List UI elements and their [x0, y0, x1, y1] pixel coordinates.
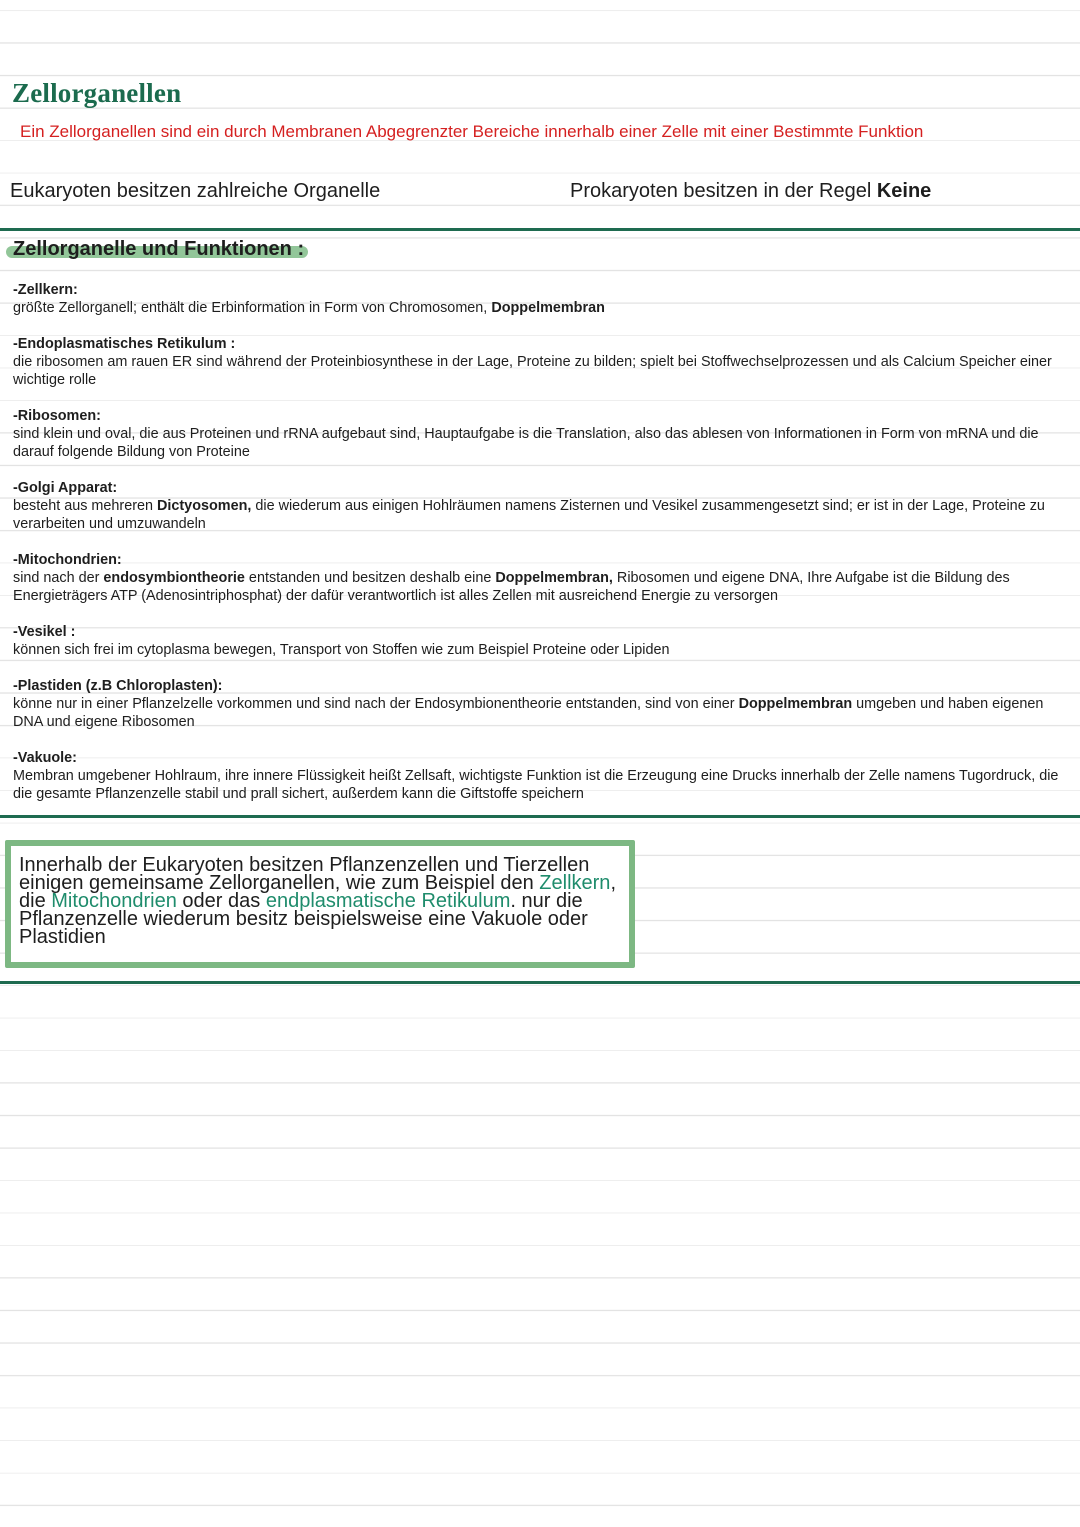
page-title: Zellorganellen	[12, 78, 182, 108]
divider-rule-bottom	[0, 981, 1080, 984]
desc-text: besteht aus mehreren	[13, 498, 157, 514]
divider-rule-middle	[0, 815, 1080, 818]
section-heading: Zellorganelle und Funktionen :	[13, 238, 305, 260]
summary-highlight-mitochondrien: Mitochondrien	[51, 890, 177, 912]
organelle-entry-vesikel	[13, 623, 1068, 659]
desc-bold: Doppelmembran,	[495, 570, 613, 586]
eukaryoten-statement: Eukaryoten besitzen zahlreiche Organelle	[10, 180, 381, 202]
organelle-title: -Plastiden (z.B Chloroplasten):	[13, 678, 223, 694]
organelle-entry-plastiden	[13, 677, 1068, 731]
summary-part: , die	[19, 872, 616, 912]
desc-bold: Dictyosomen,	[157, 498, 252, 514]
organelle-entry-mitochondrien	[13, 551, 1068, 605]
desc-text: umgeben und haben eigenen DNA und eigene Ribosomen	[13, 696, 1044, 730]
summary-highlight-er: endplasmatische Retikulum	[265, 890, 511, 912]
desc-text: die wiederum aus einigen Hohlräumen namens Zisternen und Vesikel zusammengesetzt sind; er ist in der Lage, Proteine zu verarbeiten und umzuwandeln	[13, 498, 1045, 532]
summary-part: . nur die Pflanzenzelle wiederum besitz beispielsweise eine Vakuole oder Plastidien	[19, 890, 588, 948]
desc-bold: Doppelmembran	[491, 300, 605, 316]
summary-highlight-zellkern: Zellkern	[539, 872, 611, 894]
desc-text: Ribosomen und eigene DNA, Ihre Aufgabe ist die Bildung des Energieträgers ATP (Adenosintriphosphat) der dafür verantwortlich ist alles Zellen mit ausreichend Energie zu versorgen	[13, 570, 1010, 604]
organelle-title: -Endoplasmatisches Retikulum :	[13, 336, 236, 352]
organelle-title: -Golgi Apparat:	[13, 480, 118, 496]
organelle-entry-golgi	[13, 479, 1068, 533]
organelle-description: die ribosomen am rauen ER sind während der Proteinbiosynthese in der Lage, Proteine zu bilden; spielt bei Stoffwechselprozessen und als Calcium Speicher einer wichtige rolle	[13, 354, 1052, 388]
summary-part: Innerhalb der Eukaryoten besitzen Pflanzenzellen und Tierzellen einigen gemeinsame Zellorganellen, wie zum Beispiel den	[19, 854, 590, 894]
organelle-description	[13, 497, 1068, 533]
desc-text: größte Zellorganell; enthält die Erbinformation in Form von Chromosomen,	[13, 300, 492, 316]
organelle-title: -Vesikel :	[13, 624, 76, 640]
organelle-entry-vakuole	[13, 749, 1068, 803]
desc-bold: Doppelmembran	[738, 696, 853, 712]
organelle-title: -Mitochondrien:	[13, 552, 122, 568]
organelle-description: sind klein und oval, die aus Proteinen und rRNA aufgebaut sind, Hauptaufgabe is die Translation, also das ablesen von Informationen in Form von mRNA und die darauf folgende Bildung von Proteine	[13, 426, 1039, 460]
prokaryoten-prefix: Prokaryoten besitzen in der Regel	[570, 180, 877, 202]
organelle-description: Membran umgebener Hohlraum, ihre innere Flüssigkeit heißt Zellsaft, wichtigste Funktion ist die Erzeugung eine Drucks innerhalb der Zelle namens Tugordruck, die die gesamte Pflanzenzelle stabil und prall sichert, außerdem kann die Giftstoffe speichern	[13, 768, 1059, 802]
organelle-entry-ribosomen	[13, 407, 1068, 461]
organelle-title: -Zellkern:	[13, 282, 78, 298]
organelle-description	[13, 569, 1068, 605]
prokaryoten-statement	[570, 180, 931, 203]
organelle-title: -Vakuole:	[13, 750, 77, 766]
summary-text	[19, 856, 619, 946]
divider-rule-top	[0, 228, 1080, 231]
desc-text: könne nur in einer Pflanzelzelle vorkommen und sind nach der Endosymbionentheorie entstanden, sind von einer	[13, 696, 739, 712]
prokaryoten-keine: Keine	[876, 180, 932, 202]
summary-part: oder das	[176, 890, 266, 912]
organelle-title: -Ribosomen:	[13, 408, 101, 424]
organelle-description	[13, 695, 1068, 731]
desc-bold: endosymbiontheorie	[103, 570, 245, 586]
organelle-description: können sich frei im cytoplasma bewegen, Transport von Stoffen wie zum Beispiel Proteine oder Lipiden	[13, 642, 670, 658]
organelle-description	[13, 299, 1068, 317]
organelle-entry-er	[13, 335, 1068, 389]
desc-text: entstanden und besitzen deshalb eine	[244, 570, 496, 586]
desc-text: sind nach der	[13, 570, 104, 586]
definition-text: Ein Zellorganellen sind ein durch Membranen Abgegrenzter Bereiche innerhalb einer Zelle mit einer Bestimmte Funktion	[20, 122, 924, 141]
organelle-entry-zellkern	[13, 281, 1068, 317]
